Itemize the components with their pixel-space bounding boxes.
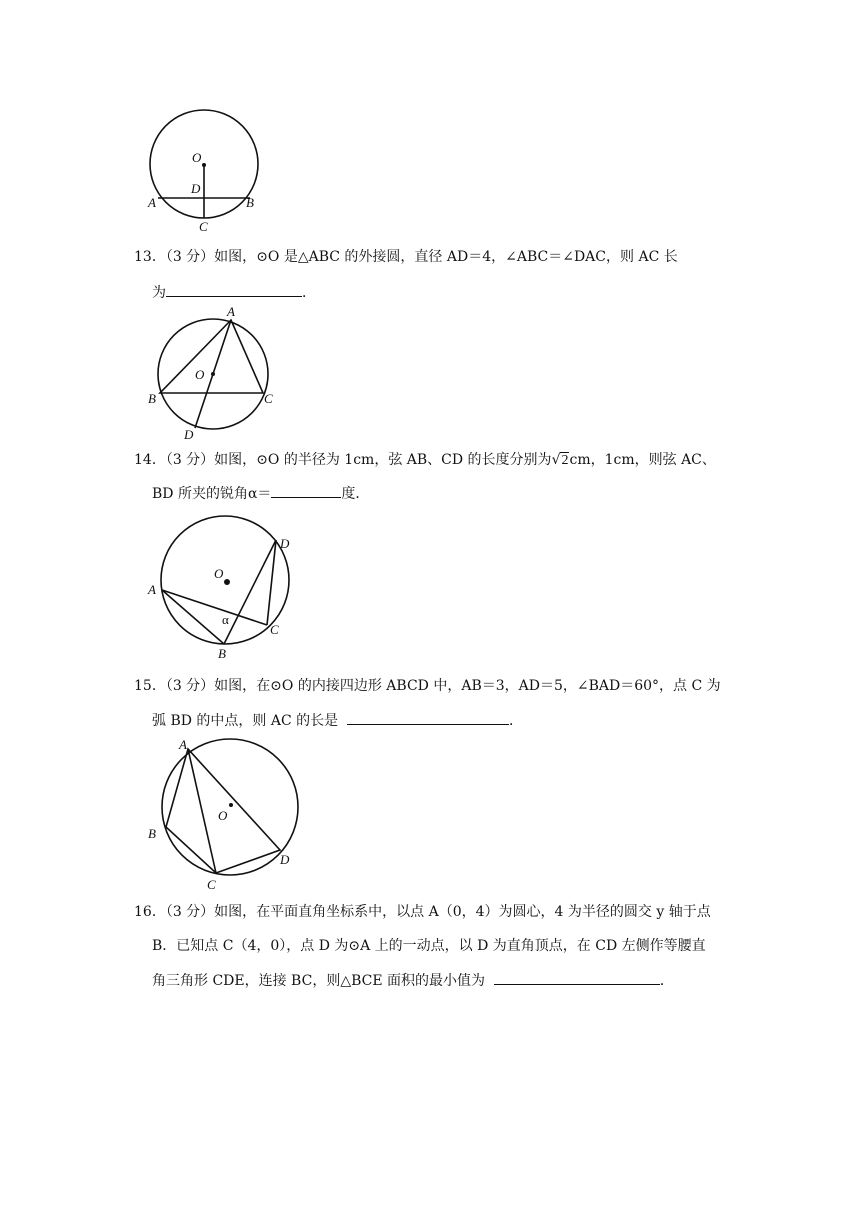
diagonal-ac <box>188 749 216 873</box>
center-dot <box>211 372 215 376</box>
q15-number: 15． <box>134 678 166 694</box>
q14-answer-blank[interactable] <box>271 483 341 498</box>
q13-text2: 为 <box>152 285 166 301</box>
q16-line2 <box>152 936 772 956</box>
q16-text2: B．已知点 C（4，0），点 D 为⊙A 上的一动点，以 D 为直角顶点，在 CD 左侧作等腰直 <box>152 938 706 954</box>
label-b: B <box>218 646 226 661</box>
label-o: O <box>192 150 202 165</box>
q15-end: ． <box>509 713 524 729</box>
sqrt-symbol: √2 <box>551 452 569 468</box>
q16-line1 <box>134 902 754 922</box>
q16-line3 <box>152 970 772 991</box>
q15-line1 <box>134 676 754 696</box>
label-a: A <box>179 737 187 752</box>
label-alpha: α <box>222 612 229 627</box>
q14-line1 <box>134 450 754 471</box>
label-c: C <box>264 391 273 406</box>
label-c: C <box>270 622 279 637</box>
center-dot <box>229 803 233 807</box>
q13-line2 <box>152 282 772 303</box>
q14-text2: BD 所夹的锐角α＝ <box>152 486 272 502</box>
label-a: A <box>148 582 156 597</box>
q16-score: （3 分）如图， <box>165 904 257 920</box>
label-c: C <box>199 219 208 234</box>
center-dot <box>202 163 206 167</box>
label-o: O <box>218 808 228 823</box>
chord-cd <box>267 540 276 625</box>
q13-number: 13． <box>134 249 166 265</box>
q16-end: ． <box>659 973 674 989</box>
label-d: D <box>280 852 290 867</box>
q14-line2 <box>152 483 772 504</box>
label-c: C <box>207 877 216 892</box>
q15-text1: 在⊙O 的内接四边形 ABCD 中，AB＝3，AD＝5，∠BAD＝60°，点 C 为 <box>256 678 721 694</box>
figure-q14 <box>140 512 310 662</box>
q16-number: 16． <box>134 904 166 920</box>
label-b: B <box>148 826 156 841</box>
center-dot <box>224 579 230 585</box>
q13-score: （3 分）如图， <box>165 249 257 265</box>
q13-end: ． <box>302 285 316 301</box>
figure-q13 <box>140 304 290 444</box>
label-b: B <box>246 195 254 210</box>
q14-text1a: ⊙O 的半径为 1cm，弦 AB、CD 的长度分别为 <box>256 452 552 468</box>
label-a: A <box>148 195 156 210</box>
q14-number: 14． <box>134 452 166 468</box>
label-d: D <box>280 536 290 551</box>
q14-score: （3 分）如图， <box>165 452 257 468</box>
chord-bd <box>224 540 276 644</box>
label-a: A <box>227 304 235 319</box>
q14-end: 度． <box>341 486 370 502</box>
label-o: O <box>195 367 205 382</box>
label-d: D <box>191 181 201 196</box>
q16-answer-blank[interactable] <box>494 970 660 985</box>
label-o: O <box>214 566 224 581</box>
q16-text3: 角三角形 CDE，连接 BC，则△BCE 面积的最小值为 <box>152 973 486 989</box>
label-d: D <box>184 427 194 442</box>
q15-text2: 弧 BD 的中点，则 AC 的长是 <box>152 713 339 729</box>
q16-text1: 在平面直角坐标系中，以点 A（0，4）为圆心，4 为半径的圆交 y 轴于点 <box>256 904 711 920</box>
circle-o <box>162 739 298 875</box>
sqrt-radicand: 2 <box>561 453 569 468</box>
q14-text1b: cm，1cm，则弦 AC、 <box>569 452 716 468</box>
label-b: B <box>148 391 156 406</box>
q13-answer-blank[interactable] <box>166 282 302 297</box>
q15-answer-blank[interactable] <box>347 710 509 725</box>
q15-score: （3 分）如图， <box>165 678 257 694</box>
q13-text1: ⊙O 是△ABC 的外接圆，直径 AD＝4，∠ABC＝∠DAC，则 AC 长 <box>256 249 678 265</box>
q15-line2 <box>152 710 772 731</box>
q13-line1 <box>134 247 754 267</box>
figure-q12 <box>140 112 270 242</box>
chord-ac <box>162 590 267 625</box>
figure-q15 <box>140 734 320 894</box>
